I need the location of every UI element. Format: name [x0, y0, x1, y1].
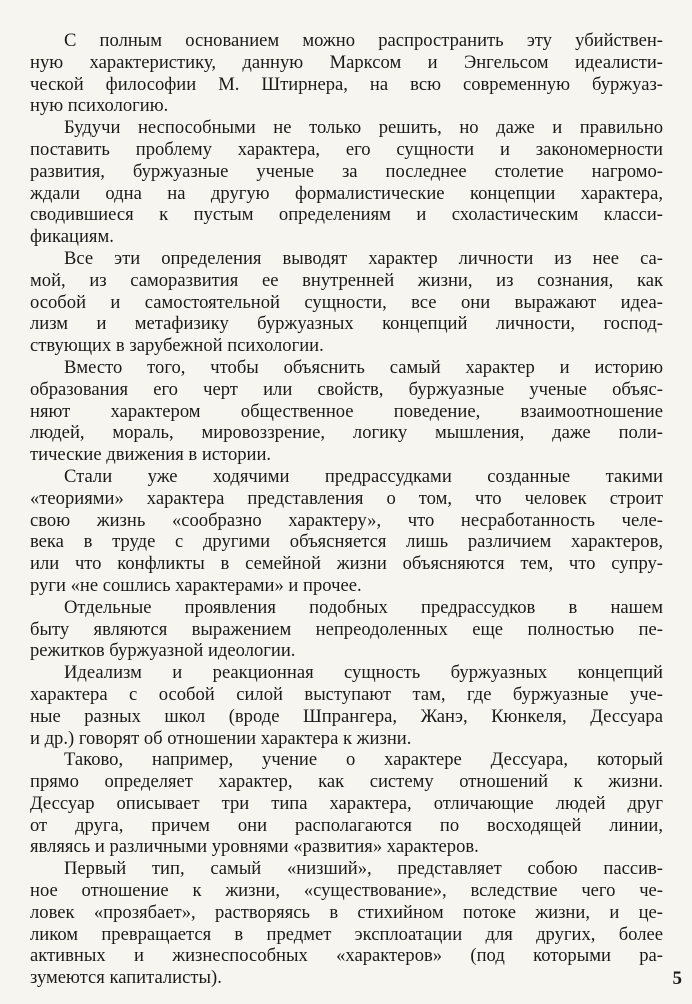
text-line: Первый тип, самый «низший», представляет собою пассив-: [64, 858, 663, 880]
text-line: активных и жизнеспособных «характеров» (под которыми ра-: [30, 945, 663, 967]
paragraph: [30, 858, 663, 989]
text-line: Все эти определения выводят характер личности из нее са-: [64, 247, 663, 269]
text-line: Таково, например, учение о характере Дессуара, который: [64, 749, 663, 771]
text-line: ную психологию.: [30, 95, 169, 117]
text-line: свою жизнь «сообразно характеру», что несработанность челе-: [30, 509, 663, 531]
paragraph: [30, 749, 663, 858]
paragraph: [30, 662, 663, 749]
text-line: Вместо того, чтобы объяснить самый характер и историю: [64, 356, 663, 378]
text-line: от друга, причем они располагаются по восходящей линии,: [30, 814, 663, 836]
text-line: Отдельные проявления подобных предрассудков в нашем: [64, 596, 663, 618]
text-line: ловек «прозябает», растворяясь в стихийном потоке жизни, и це-: [30, 901, 663, 923]
text-line: ждали одна на другую формалистические концепции характера,: [30, 182, 663, 204]
text-line: являясь и различными уровнями «развития» характеров.: [30, 836, 479, 858]
text-line: людей, мораль, мировоззрение, логику мышления, даже поли-: [30, 422, 663, 444]
text-line: руги «не сошлись характерами» и прочее.: [30, 574, 362, 596]
text-line: тические движения в истории.: [30, 444, 272, 466]
text-line: Стали уже ходячими предрассудками созданные такими: [64, 465, 663, 487]
text-line: развития, буржуазные ученые за последнее столетие нагромо-: [30, 160, 663, 182]
text-line: века в труде с другими объясняется лишь различием характеров,: [30, 531, 663, 553]
text-line: ческой философии М. Штирнера, на всю современную буржуаз-: [30, 73, 663, 95]
paragraph: [30, 30, 663, 117]
text-line: фикациям.: [30, 226, 114, 248]
text-line: мой, из саморазвития ее внутренней жизни, из сознания, как: [30, 269, 663, 291]
text-line: Идеализм и реакционная сущность буржуазных концепций: [64, 662, 663, 684]
paragraph: [30, 248, 663, 357]
text-line: режитков буржуазной идеологии.: [30, 640, 296, 662]
text-line: «теориями» характера представления о том, что человек строит: [30, 487, 663, 509]
text-line: или что конфликты в семейной жизни объясняются тем, что супру-: [30, 553, 663, 575]
text-line: ные разных школ (вроде Шпрангера, Жанэ, Кюнкеля, Дессуара: [30, 705, 663, 727]
text-line: ствующих в зарубежной психологии.: [30, 335, 324, 357]
text-line: лизм и метафизику буржуазных концепций личности, господ-: [30, 313, 663, 335]
text-line: Дессуар описывает три типа характера, отличающие людей друг: [30, 792, 663, 814]
text-line: и др.) говорят об отношении характера к жизни.: [30, 727, 412, 749]
paragraph: [30, 117, 663, 248]
paragraph: [30, 466, 663, 597]
body-text: [30, 30, 663, 989]
text-line: особой и самостоятельной сущности, все они выражают идеа-: [30, 291, 663, 313]
paragraph: [30, 597, 663, 662]
text-line: зумеются капиталисты).: [30, 967, 222, 989]
text-line: ликом превращается в предмет эксплоатации для других, более: [30, 923, 663, 945]
text-line: поставить проблему характера, его сущности и закономерности: [30, 138, 663, 160]
text-line: С полным основанием можно распространить эту убийствен-: [64, 30, 663, 51]
text-line: ную характеристику, данную Марксом и Энгельсом идеалисти-: [30, 51, 663, 73]
text-line: ное отношение к жизни, «существование», вследствие чего че-: [30, 880, 663, 902]
text-line: образования его черт или свойств, буржуазные ученые объяс-: [30, 378, 663, 400]
text-line: прямо определяет характер, как систему отношений к жизни.: [30, 771, 663, 793]
text-line: Будучи неспособными не только решить, но даже и правильно: [64, 117, 663, 139]
page-number: 5: [672, 968, 682, 989]
text-line: сводившиеся к пустым определениям и схоластическим класси-: [30, 204, 663, 226]
text-line: быту являются выражением непреодоленных еще полностью пе-: [30, 618, 663, 640]
text-line: няют характером общественное поведение, взаимоотношение: [30, 400, 663, 422]
text-line: характера с особой силой выступают там, где буржуазные уче-: [30, 683, 663, 705]
paragraph: [30, 357, 663, 466]
